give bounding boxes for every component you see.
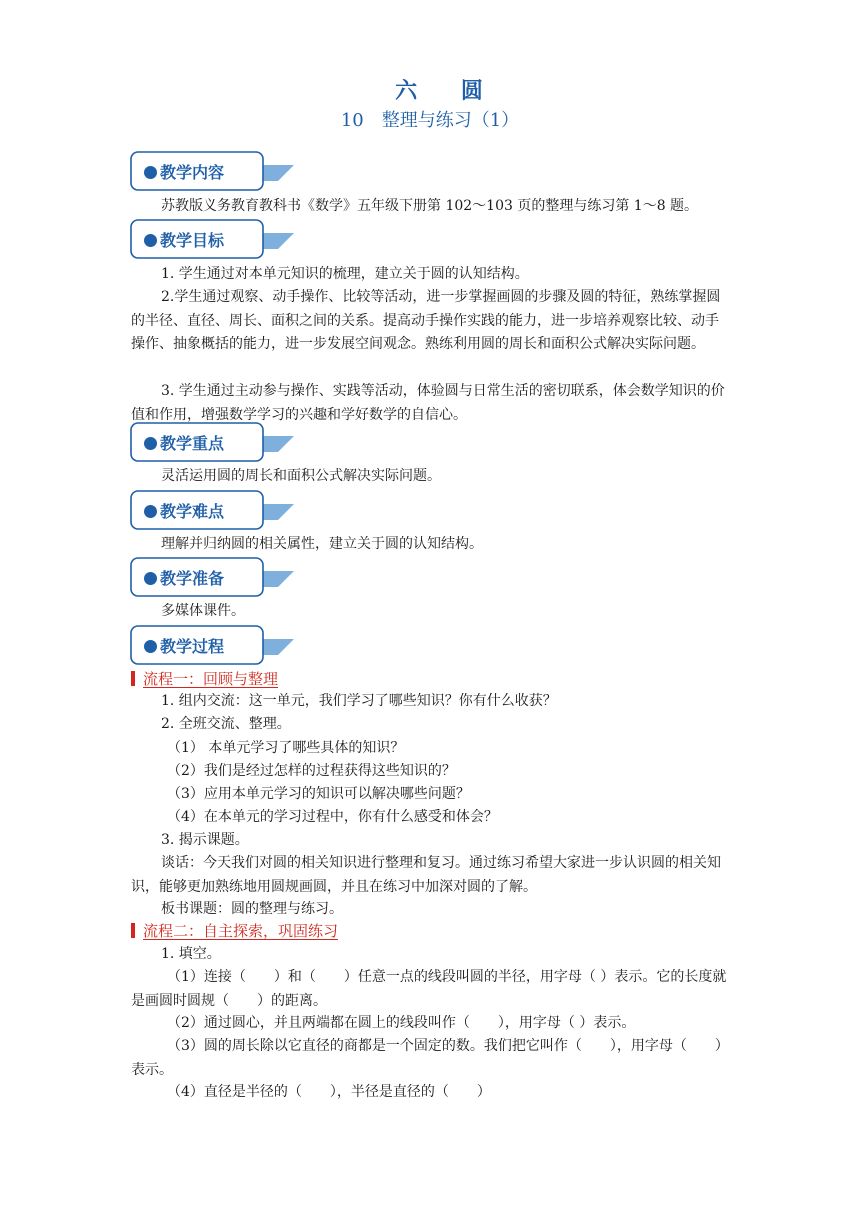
bullet-dot-icon [144,572,157,585]
content-text: 苏教版义务教育教科书《数学》五年级下册第 102～103 页的整理与练习第 1～8 题。 [161,198,699,214]
flow2-line: （2）通过圆心，并且两端都在圆上的线段叫作（ ），用字母（ ）表示。 [167,1015,636,1031]
bullet-dot-icon [144,640,157,653]
flow-bar-icon [131,671,135,686]
section-badge-difficulties [130,490,296,530]
goal-item-3: 3. 学生通过主动参与操作、实践等活动，体验圆与日常生活的密切联系，体会数学知识的价值和作用，增强数学学习的兴趣和学好数学的自信心。 [131,383,725,423]
flow1-heading [131,668,278,689]
bullet-dot-icon [144,505,157,518]
bullet-dot-icon [144,437,157,450]
section-heading: 教学目标 [160,231,225,250]
flow2-title: 流程二：自主探索，巩固练习 [143,922,339,940]
goal-item-2: 2.学生通过观察、动手操作、比较等活动，进一步掌握画圆的步骤及圆的特征，熟练掌握圆的半径、直径、周长、面积之间的关系。提高动手操作实践的能力，进一步培养观察比较、动手操作、抽象概括的能力，进一步发展空间观念。熟练利用圆的周长和面积公式解决实际问题。 [131,289,721,352]
section-badge-preparation [130,557,296,597]
flow1-line: （2）我们是经过怎样的过程获得这些知识的？ [167,763,456,779]
flow2-line: （3）圆的周长除以它直径的商都是一个固定的数。我们把它叫作（ ），用字母（ ）表示。 [131,1038,729,1078]
section-heading: 教学过程 [160,637,225,656]
flow1-line: 1. 组内交流：这一单元，我们学习了哪些知识？你有什么收获？ [161,693,557,709]
bullet-dot-icon [144,234,157,247]
flow2-heading [131,920,338,941]
preparation-text: 多媒体课件。 [161,603,245,619]
difficulties-text: 理解并归纳圆的相关属性，建立关于圆的认知结构。 [161,536,483,552]
flow1-line: （1） 本单元学习了哪些具体的知识？ [167,740,405,756]
flow1-line: 3. 揭示课题。 [161,832,249,848]
section-heading: 教学难点 [160,502,225,521]
flow1-line: （4）在本单元的学习过程中，你有什么感受和体会？ [167,809,498,825]
flow1-title: 流程一：回顾与整理 [143,670,279,688]
section-badge-process [130,625,296,665]
flow2-line: （1）连接（ ）和（ ）任意一点的线段叫圆的半径，用字母（ ）表示。它的长度就是画圆时圆规（ ）的距离。 [131,969,727,1009]
section-heading: 教学内容 [160,163,225,182]
section-badge-key-points [130,422,296,462]
key-points-text: 灵活运用圆的周长和面积公式解决实际问题。 [161,468,441,484]
flow1-line: 谈话：今天我们对圆的相关知识进行整理和复习。通过练习希望大家进一步认识圆的相关知识，能够更加熟练地用圆规画圆，并且在练习中加深对圆的了解。 [131,855,721,895]
section-heading: 教学重点 [160,434,225,453]
section-badge-content [130,151,296,191]
flow1-line: （3）应用本单元学习的知识可以解决哪些问题？ [167,786,470,802]
goal-item-1: 1. 学生通过对本单元知识的梳理，建立关于圆的认知结构。 [161,266,529,282]
section-heading: 教学准备 [160,569,225,588]
lesson-subtitle: 10 整理与练习（1） [340,110,520,131]
section-badge-goals [130,219,296,259]
flow1-line: 板书课题：圆的整理与练习。 [161,901,343,917]
bullet-dot-icon [144,166,157,179]
flow2-line: （4）直径是半径的（ ），半径是直径的（ ） [167,1084,491,1100]
flow-bar-icon [131,923,135,938]
flow2-line: 1. 填空。 [161,946,221,962]
flow1-line: 2. 全班交流、整理。 [161,716,291,732]
chapter-title: 六 圆 [395,78,501,104]
